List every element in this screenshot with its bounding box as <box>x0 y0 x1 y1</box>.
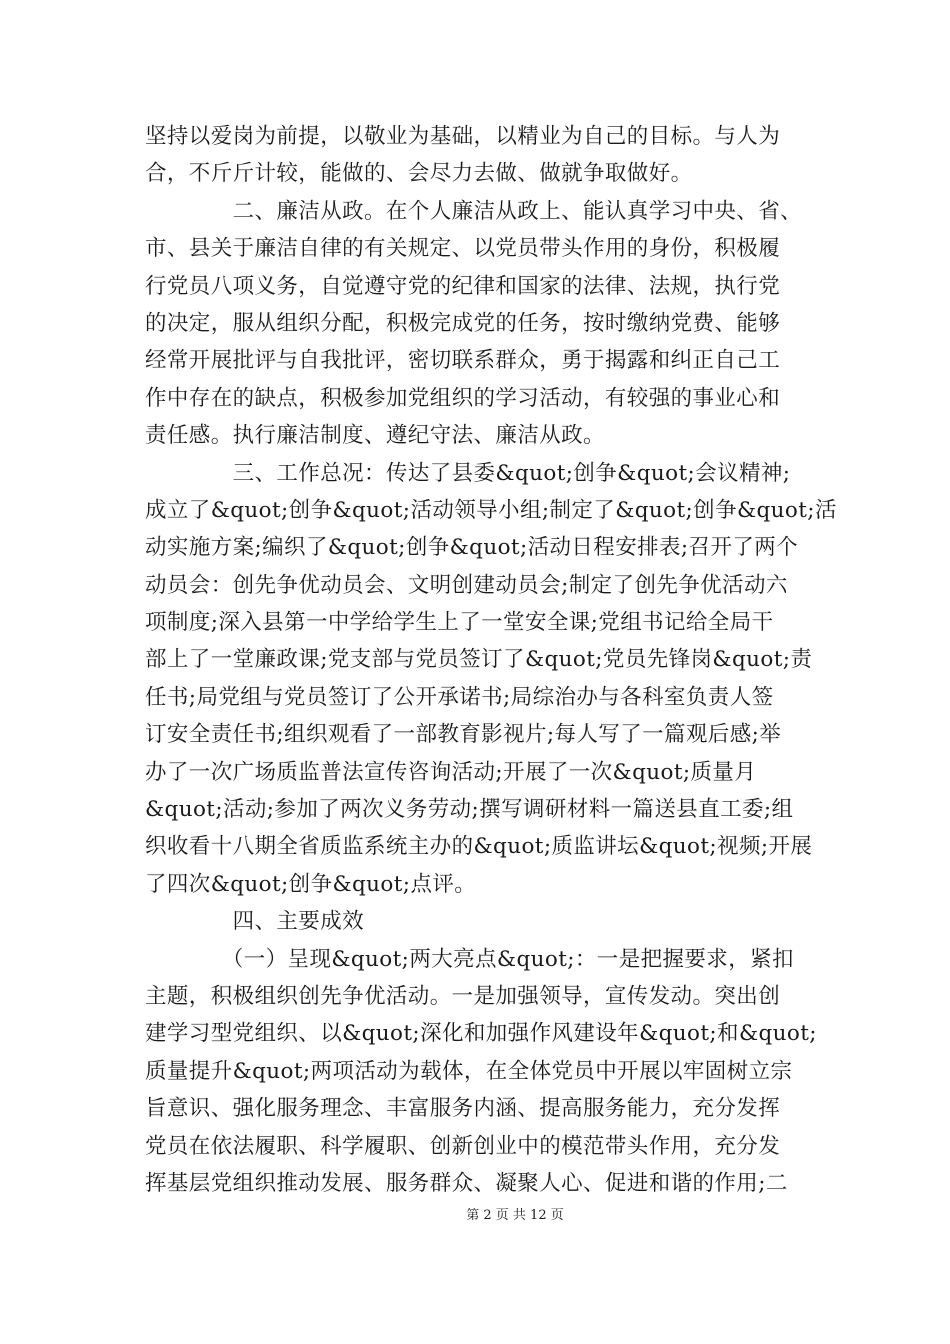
text-line: 四、主要成效 <box>145 909 365 935</box>
text-line: 建学习型党组织、以&quot;深化和加强作风建设年&quot;和&quot; <box>145 1021 817 1047</box>
text-line: 质量提升&quot;两项活动为载体，在全体党员中开展以牢固树立宗 <box>145 1058 793 1084</box>
text-line: 任书;局党组与党员签订了公开承诺书;局综治办与各科室负责人签 <box>145 684 774 710</box>
text-line: 作中存在的缺点，积极参加党组织的学习活动，有较强的事业心和 <box>145 385 781 411</box>
text-line: 办了一次广场质监普法宣传咨询活动;开展了一次&quot;质量月 <box>145 759 757 785</box>
text-line: （一）呈现&quot;两大亮点&quot;：一是把握要求，紧扣 <box>145 946 794 972</box>
text-line: 坚持以爱岗为前提，以敬业为基础，以精业为自己的目标。与人为 <box>145 124 781 149</box>
page-number-footer: 第 2 页 共 12 页 <box>466 1208 564 1223</box>
text-line: 订安全责任书;组织观看了一部教育影视片;每人写了一篇观后感;举 <box>145 722 782 748</box>
text-line: 二、廉洁从政。在个人廉洁从政上、能认真学习中央、省、 <box>145 198 803 224</box>
text-line: 党员在依法履职、科学履职、创新创业中的模范带头作用，充分发 <box>145 1133 781 1159</box>
text-line: 的决定，服从组织分配，积极完成党的任务，按时缴纳党费、能够 <box>145 310 781 336</box>
text-line: &quot;活动;参加了两次义务劳动;撰写调研材料一篇送县直工委;组 <box>145 797 794 823</box>
text-line: 了四次&quot;创争&quot;点评。 <box>145 871 477 897</box>
text-line: 项制度;深入县第一中学给学生上了一堂安全课;党组书记给全局干 <box>145 610 774 636</box>
text-line: 责任感。执行廉洁制度、遵纪守法、廉洁从政。 <box>145 423 605 449</box>
text-line: 三、工作总况：传达了县委&quot;创争&quot;会议精神; <box>145 460 791 486</box>
text-line: 主题，积极组织创先争优活动。一是加强领导，宣传发动。突出创 <box>145 983 781 1009</box>
text-line: 成立了&quot;创争&quot;活动领导小组;制定了&quot;创争&quot;活 <box>145 497 837 523</box>
text-line: 市、县关于廉洁自律的有关规定、以党员带头作用的身份，积极履 <box>145 236 781 262</box>
text-line: 经常开展批评与自我批评，密切联系群众，勇于揭露和纠正自己工 <box>145 348 781 374</box>
text-line: 动实施方案;编织了&quot;创争&quot;活动日程安排表;召开了两个 <box>145 535 799 561</box>
text-line: 动员会：创先争优动员会、文明创建动员会;制定了创先争优活动六 <box>145 572 788 598</box>
text-line: 合，不斤斤计较，能做的、会尽力去做、做就争取做好。 <box>145 161 693 187</box>
text-line: 部上了一堂廉政课;党支部与党员签订了&quot;党员先锋岗&quot;责 <box>145 647 813 673</box>
text-line: 行党员八项义务，自觉遵守党的纪律和国家的法律、法规，执行党 <box>145 273 781 299</box>
text-line: 织收看十八期全省质监系统主办的&quot;质监讲坛&quot;视频;开展 <box>145 834 813 860</box>
body-text <box>145 118 837 1202</box>
text-line: 旨意识、强化服务理念、丰富服务内涵、提高服务能力，充分发挥 <box>145 1096 781 1122</box>
text-line: 挥基层党组织推动发展、服务群众、凝聚人心、促进和谐的作用;二 <box>145 1170 788 1196</box>
